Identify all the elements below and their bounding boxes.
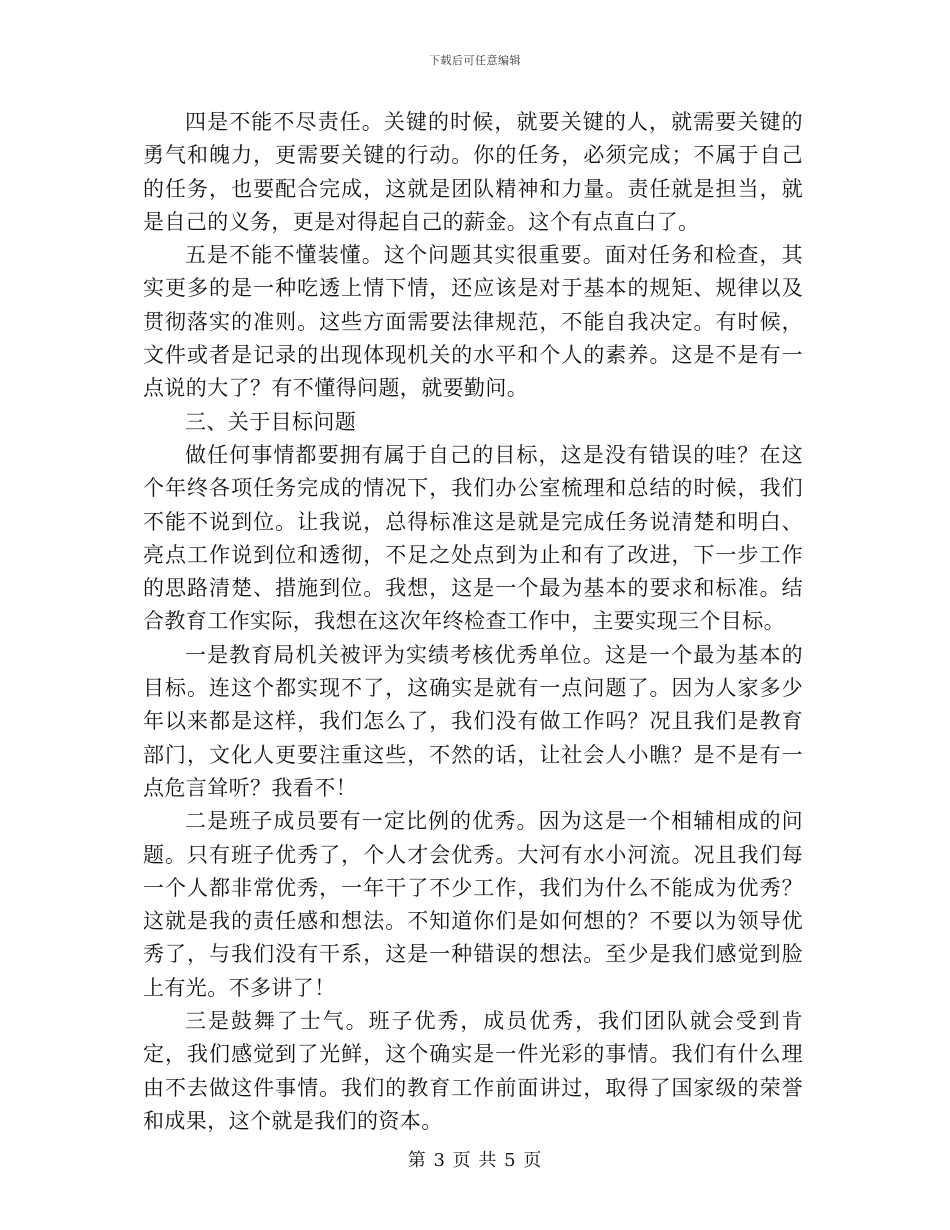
paragraph-goal-one: 一是教育局机关被评为实绩考核优秀单位。这是一个最为基本的目标。连这个都实现不了，这确实是就有一点问题了。因为人家多少年以来都是这样，我们怎么了，我们没有做工作吗？况且我们是教育部门，文化人更要注重这些，不然的话，让社会人小瞧？是不是有一点危言耸听？我看不！ bbox=[143, 642, 803, 800]
page-header: 下载后可任意编辑 bbox=[429, 54, 521, 67]
paragraph-goal-two: 二是班子成员要有一定比例的优秀。因为这是一个相辅相成的问题。只有班子优秀了，个人才会优秀。大河有水小河流。况且我们每一个人都非常优秀，一年干了不少工作，我们为什么不能成为优秀？这就是我的责任感和想法。不知道你们是如何想的？不要以为领导优秀了，与我们没有干系，这是一种错误的想法。至少是我们感觉到脸上有光。不多讲了！ bbox=[143, 809, 803, 1000]
paragraph-responsibility: 四是不能不尽责任。关键的时候，就要关键的人，就需要关键的勇气和魄力，更需要关键的行动。你的任务，必须完成；不属于自己的任务，也要配合完成，这就是团队精神和力量。责任就是担当，就是自己的义务，更是对得起自己的薪金。这个有点直白了。 bbox=[143, 110, 803, 234]
paragraph-goals-intro: 做任何事情都要拥有属于自己的目标，这是没有错误的哇？在这个年终各项任务完成的情况下，我们办公室梳理和总结的时候，我们不能不说到位。让我说，总得标准这是就是完成任务说清楚和明白、亮点工作说到位和透彻，不足之处点到为止和有了改进，下一步工作的思路清楚、措施到位。我想，这是一个最为基本的要求和标准。结合教育工作实际，我想在这次年终检查工作中，主要实现三个目标。 bbox=[143, 442, 803, 634]
paragraph-no-pretending: 五是不能不懂装懂。这个问题其实很重要。面对任务和检查，其实更多的是一种吃透上情下情，还应该是对于基本的规矩、规律以及贯彻落实的准则。这些方面需要法律规范，不能自我决定。有时候，文件或者是记录的出现体现机关的水平和个人的素养。这是不是有一点说的大了？有不懂得问题，就要勤问。 bbox=[143, 243, 803, 401]
document-body bbox=[143, 106, 803, 1138]
section-heading-goals: 三、关于目标问题 bbox=[185, 409, 357, 434]
page-number-footer: 第 3 页 共 5 页 bbox=[407, 1150, 543, 1171]
paragraph-goal-three: 三是鼓舞了士气。班子优秀，成员优秀，我们团队就会受到肯定，我们感觉到了光鲜，这个确实是一件光彩的事情。我们有什么理由不去做这件事情。我们的教育工作前面讲过，取得了国家级的荣誉和成果，这个就是我们的资本。 bbox=[143, 1009, 803, 1133]
